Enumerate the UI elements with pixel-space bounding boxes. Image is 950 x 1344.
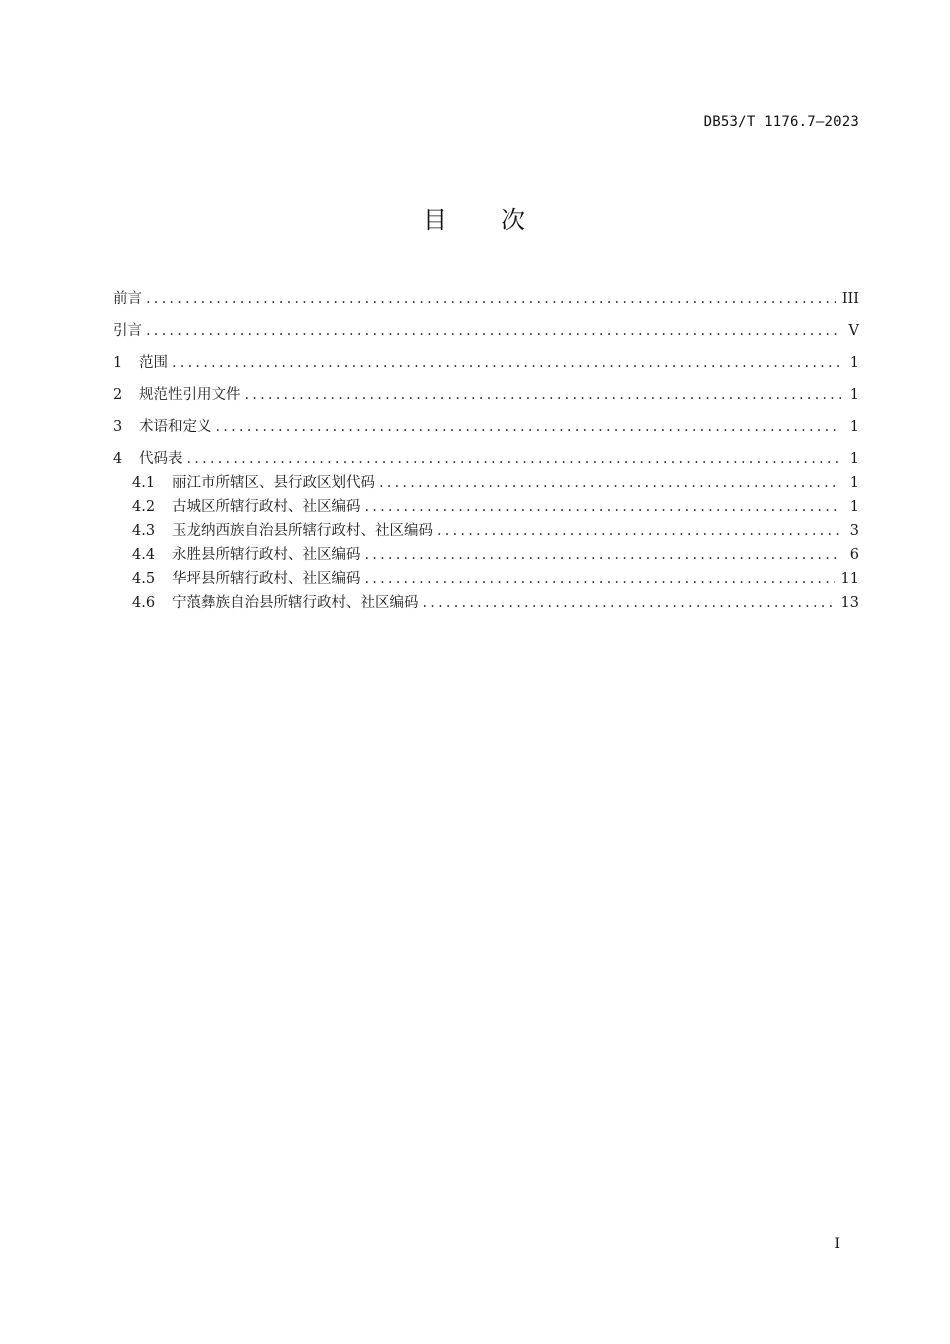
toc-leader-dots [172, 350, 841, 376]
toc-leader-dots [437, 520, 841, 542]
toc-entry-number: 4.1 [132, 475, 156, 491]
toc-subentry-4-6[interactable] [113, 592, 859, 616]
toc-leader-dots [216, 414, 842, 440]
toc-entry-page: V [848, 323, 859, 339]
toc-entry-number: 3 [113, 419, 123, 435]
toc-subentry-4-1[interactable] [113, 472, 859, 496]
toc-entry-text: 永胜县所辖行政村、社区编码 [172, 547, 361, 563]
toc-entry-page: 13 [840, 595, 859, 611]
toc-entry-page: 1 [849, 419, 859, 435]
toc-entry-terms-definitions[interactable] [113, 414, 859, 446]
toc-entry-page: 1 [849, 475, 859, 491]
document-code: DB53/T 1176.7—2023 [703, 114, 859, 130]
toc-entry-text: 前言 [113, 291, 142, 307]
toc-leader-dots [365, 496, 842, 518]
toc-entry-number: 4.3 [132, 523, 156, 539]
toc-subentry-4-4[interactable] [113, 544, 859, 568]
toc-entry-text: 术语和定义 [139, 419, 212, 435]
toc-entry-page: III [841, 291, 859, 307]
toc-entry-number: 4.6 [132, 595, 156, 611]
toc-entry-text: 引言 [113, 323, 142, 339]
toc-entry-text: 丽江市所辖区、县行政区划代码 [172, 475, 375, 491]
toc-entry-text: 范围 [139, 355, 168, 371]
table-of-contents [113, 286, 859, 616]
toc-entry-number: 4.2 [132, 499, 156, 515]
toc-entry-page: 1 [849, 387, 859, 403]
toc-leader-dots [365, 544, 842, 566]
title-char-1: 目 [423, 206, 449, 234]
toc-entry-number: 4.4 [132, 547, 156, 563]
toc-entry-number: 2 [113, 387, 123, 403]
toc-entry-page: 11 [840, 571, 859, 587]
toc-leader-dots [423, 592, 835, 614]
toc-entry-page: 1 [849, 499, 859, 515]
toc-leader-dots [146, 286, 836, 312]
page-title [0, 200, 950, 235]
toc-entry-introduction[interactable] [113, 318, 859, 350]
toc-entry-number: 4 [113, 451, 123, 467]
toc-leader-dots [245, 382, 842, 408]
title-char-2: 次 [501, 206, 527, 234]
toc-entry-number: 1 [113, 355, 123, 371]
toc-entry-number: 4.5 [132, 571, 156, 587]
toc-entry-text: 古城区所辖行政村、社区编码 [172, 499, 361, 515]
toc-entry-page: 1 [849, 451, 859, 467]
toc-entry-scope[interactable] [113, 350, 859, 382]
toc-entry-page: 6 [849, 547, 859, 563]
toc-entry-text: 华坪县所辖行政村、社区编码 [172, 571, 361, 587]
page-number: I [834, 1236, 840, 1252]
toc-entry-page: 3 [849, 523, 859, 539]
toc-entry-code-table[interactable] [113, 446, 859, 472]
toc-entry-text: 玉龙纳西族自治县所辖行政村、社区编码 [172, 523, 433, 539]
toc-leader-dots [365, 568, 835, 590]
toc-leader-dots [146, 318, 841, 344]
toc-entry-normative-references[interactable] [113, 382, 859, 414]
toc-subentry-4-2[interactable] [113, 496, 859, 520]
toc-entry-foreword[interactable] [113, 286, 859, 318]
toc-entry-text: 宁蒗彝族自治县所辖行政村、社区编码 [172, 595, 419, 611]
toc-leader-dots [379, 472, 841, 494]
toc-entry-text: 代码表 [139, 451, 183, 467]
toc-entry-text: 规范性引用文件 [139, 387, 241, 403]
toc-subentry-4-3[interactable] [113, 520, 859, 544]
toc-leader-dots [187, 446, 842, 472]
toc-subentry-4-5[interactable] [113, 568, 859, 592]
toc-entry-page: 1 [849, 355, 859, 371]
